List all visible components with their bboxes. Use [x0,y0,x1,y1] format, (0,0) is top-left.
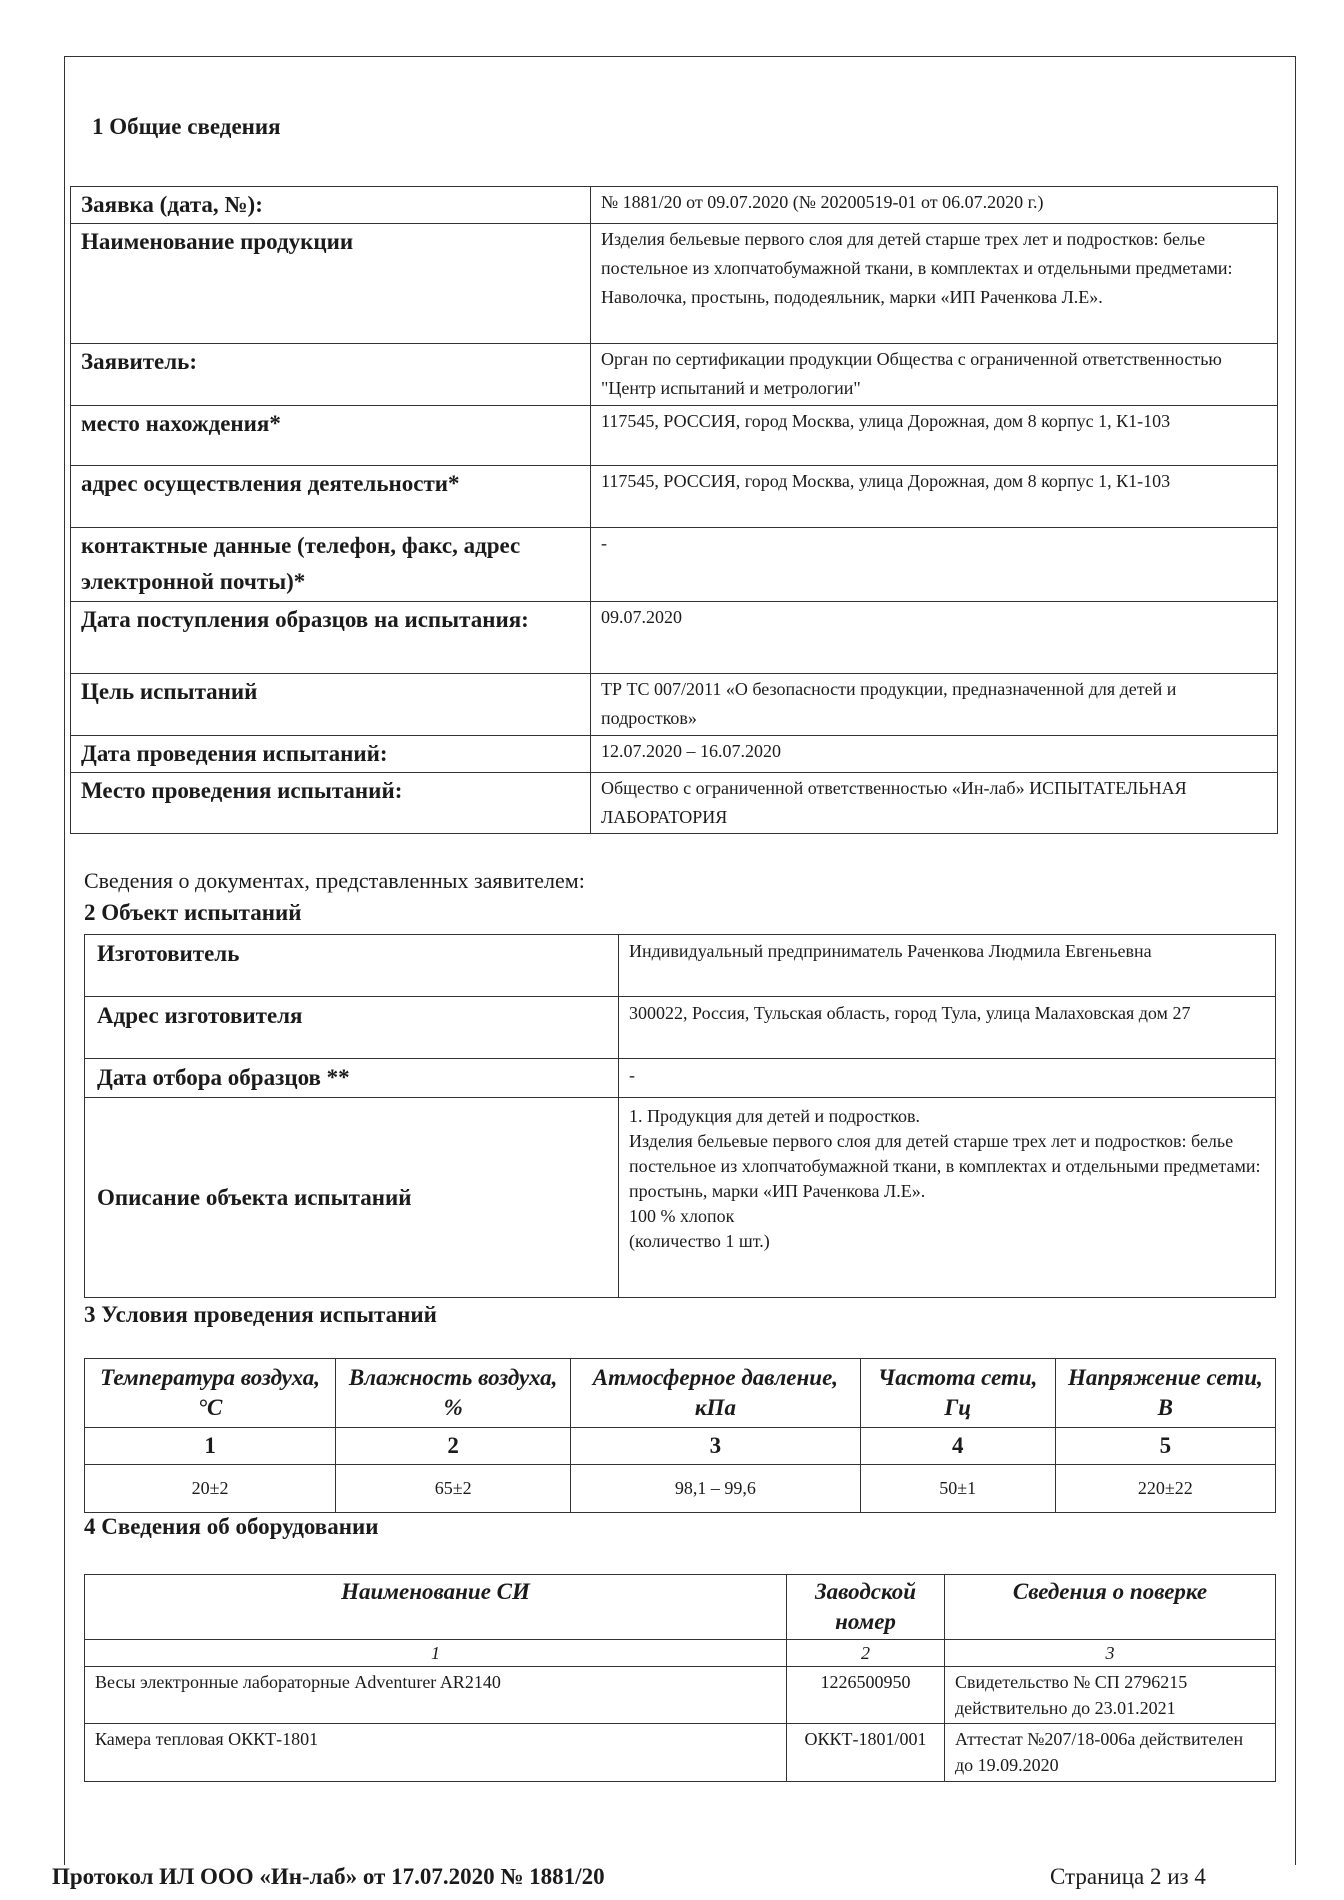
table-row [85,1098,1276,1298]
row-value: Общество с ограниченной ответственностью «Ин-лаб» ИСПЫТАТЕЛЬНАЯ ЛАБОРАТОРИЯ [591,773,1278,834]
row-label: Дата отбора образцов ** [85,1059,619,1098]
condition-value: 65±2 [336,1465,571,1513]
row-label: Дата проведения испытаний: [71,736,591,773]
row-value: 300022, Россия, Тульская область, город Тула, улица Малаховская дом 27 [619,997,1276,1059]
row-label: Наименование продукции [71,224,591,344]
section3-title: 3 Условия проведения испытаний [84,1302,437,1327]
table-row [85,1724,1276,1782]
table-row [71,466,1278,528]
row-value: № 1881/20 от 09.07.2020 (№ 20200519-01 от 06.07.2020 г.) [591,187,1278,224]
header-row [85,1359,1276,1428]
number-row [85,1640,1276,1667]
general-info-table [70,186,1278,834]
column-header: Влажность воздуха, % [336,1359,571,1428]
table-row [71,773,1278,834]
row-value: Индивидуальный предприниматель Раченкова Людмила Евгеньевна [619,935,1276,997]
row-value: Изделия бельевые первого слоя для детей старше трех лет и подростков: белье постельное из хлопчатобумажной ткани, в комплектах и отдельными предметами: Наволочка, простынь, пододеяльник, марки «ИП Раченкова Л.Е». [591,224,1278,344]
column-number: 2 [336,1428,571,1465]
table-row [85,935,1276,997]
section2-title: 2 Объект испытаний [84,900,302,925]
description-line: Изделия бельевые первого слоя для детей старше трех лет и подростков: белье постельное из хлопчатобумажной ткани, в комплектах и отдельными предметами: простынь, марки «ИП Раченкова Л.Е». [629,1131,1261,1201]
description-line: 1. Продукция для детей и подростков. [629,1106,921,1126]
column-header: Заводской номер [787,1575,945,1640]
table-row [71,736,1278,773]
row-label: Дата поступления образцов на испытания: [71,602,591,674]
equipment-name: Весы электронные лабораторные Adventurer AR2140 [85,1667,787,1724]
equipment-table [84,1574,1276,1782]
column-number: 2 [787,1640,945,1667]
column-number: 1 [85,1640,787,1667]
row-value: Орган по сертификации продукции Общества с ограниченной ответственностью "Центр испытаний и метрологии" [591,344,1278,406]
condition-value: 50±1 [860,1465,1055,1513]
row-label: Место проведения испытаний: [71,773,591,834]
table-row [85,1059,1276,1098]
column-header: Наименование СИ [85,1575,787,1640]
row-value: 117545, РОССИЯ, город Москва, улица Дорожная, дом 8 корпус 1, К1-103 [591,406,1278,466]
column-number: 3 [571,1428,861,1465]
table-row [71,187,1278,224]
header-row [85,1575,1276,1640]
column-header: Атмосферное давление, кПа [571,1359,861,1428]
column-header: Сведения о поверке [945,1575,1276,1640]
table-row [85,997,1276,1059]
equipment-serial: ОККТ-1801/001 [787,1724,945,1782]
description-line: (количество 1 шт.) [629,1231,770,1251]
number-row [85,1428,1276,1465]
table-row [71,344,1278,406]
table-row [71,528,1278,602]
condition-value: 98,1 – 99,6 [571,1465,861,1513]
equipment-name: Камера тепловая ОККТ-1801 [85,1724,787,1782]
row-label: Описание объекта испытаний [85,1098,619,1298]
row-value: - [619,1059,1276,1098]
row-value: ТР ТС 007/2011 «О безопасности продукции, предназначенной для детей и подростков» [591,674,1278,736]
column-header: Напряжение сети, В [1055,1359,1275,1428]
row-value [619,1098,1276,1298]
row-label: адрес осуществления деятельности* [71,466,591,528]
description-line: 100 % хлопок [629,1206,735,1226]
row-label: Цель испытаний [71,674,591,736]
test-conditions-table [84,1358,1276,1513]
table-row [71,406,1278,466]
protocol-footer: Протокол ИЛ ООО «Ин-лаб» от 17.07.2020 № 1881/20 [52,1864,605,1889]
row-value: 09.07.2020 [591,602,1278,674]
row-value: - [591,528,1278,602]
row-value: 12.07.2020 – 16.07.2020 [591,736,1278,773]
page-number: Страница 2 из 4 [1050,1864,1206,1889]
table-row [71,674,1278,736]
equipment-verification: Аттестат №207/18-006а действителен до 19.09.2020 [945,1724,1276,1782]
row-label: Заявка (дата, №): [71,187,591,224]
section4-title: 4 Сведения об оборудовании [84,1514,379,1539]
row-label: Адрес изготовителя [85,997,619,1059]
column-number: 4 [860,1428,1055,1465]
equipment-serial: 1226500950 [787,1667,945,1724]
column-header: Частота сети, Гц [860,1359,1055,1428]
column-number: 5 [1055,1428,1275,1465]
equipment-verification: Свидетельство № СП 2796215 действительно до 23.01.2021 [945,1667,1276,1724]
table-row [71,602,1278,674]
value-row [85,1465,1276,1513]
section1-title: 1 Общие сведения [92,114,281,139]
row-label: место нахождения* [71,406,591,466]
column-number: 3 [945,1640,1276,1667]
table-row [85,1667,1276,1724]
documents-note: Сведения о документах, представленных заявителем: [84,868,585,893]
test-object-table [84,934,1276,1298]
condition-value: 20±2 [85,1465,336,1513]
row-label: Заявитель: [71,344,591,406]
row-value: 117545, РОССИЯ, город Москва, улица Дорожная, дом 8 корпус 1, К1-103 [591,466,1278,528]
condition-value: 220±22 [1055,1465,1275,1513]
row-label: Изготовитель [85,935,619,997]
table-row [71,224,1278,344]
column-number: 1 [85,1428,336,1465]
column-header: Температура воздуха, °С [85,1359,336,1428]
row-label: контактные данные (телефон, факс, адрес электронной почты)* [71,528,591,602]
